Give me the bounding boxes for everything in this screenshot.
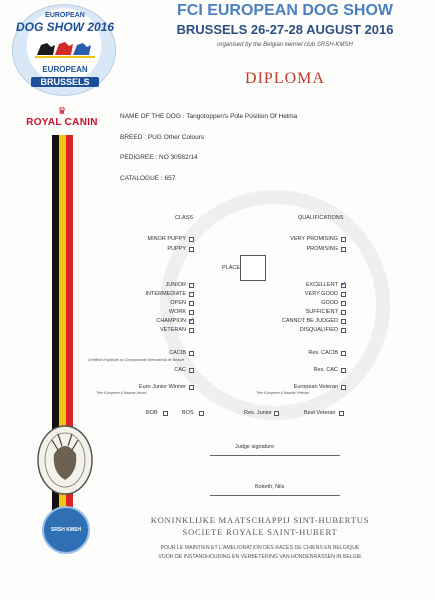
pedigree-field: PEDIGREE : NO 30582/14 (120, 154, 198, 161)
class-checkbox-junior[interactable] (189, 283, 194, 288)
class-checkbox-open[interactable] (189, 301, 194, 306)
qual-option-label: EXCELLENT (305, 282, 338, 288)
qual-checkbox-cannot-be-judged[interactable] (341, 319, 346, 324)
judge-signature-line (210, 455, 340, 456)
qual-option-label: SUFFICIENT (305, 309, 338, 315)
qualifications-heading: QUALIFICATIONS (298, 215, 344, 221)
class-checkbox-minor-puppy[interactable] (189, 237, 194, 242)
cacib-note: Certificat d'aptitude au Championnat International de Beauté (88, 358, 185, 362)
badge-text: SRSH KMSH (50, 527, 81, 533)
judge-name-line (210, 495, 340, 496)
bob-label: BOB (146, 410, 158, 416)
logo-city: BRUSSELS (31, 77, 99, 87)
class-option-label: PUPPY (167, 246, 186, 252)
footer-dutch-mission: VOOR DE INSTANDHOUDING EN VERBETERING VAN HONDENRASSEN IN BELGIE (158, 554, 362, 560)
cacib-label: CACIB (169, 350, 186, 356)
cacib-checkbox[interactable] (189, 351, 194, 356)
class-checkbox-puppy[interactable] (189, 247, 194, 252)
euro-junior-label: Euro Junior Winner (138, 384, 186, 390)
qual-checkbox-sufficient[interactable] (341, 310, 346, 315)
organizer-line: organised by the Belgian kennel club SRSH-KMSH (217, 42, 353, 48)
catalogue-field: CATALOGUE : 657 (120, 175, 176, 182)
logo-middle-text: DOG SHOW 2016 (15, 20, 115, 34)
res-junior-checkbox[interactable] (274, 411, 279, 416)
euro-veteran-label: European Veteran (293, 384, 338, 390)
cac-checkbox[interactable] (189, 368, 194, 373)
society-badge (42, 506, 90, 554)
place-label: PLACE (222, 265, 241, 271)
judge-name: Boketh, Nils (255, 484, 285, 490)
qual-option-label: VERY GOOD (304, 291, 338, 297)
cac-label: CAC (174, 367, 186, 373)
judge-signature-label: Judge signature (235, 444, 275, 450)
footer-dutch-society: KONINKLIJKE MAATSCHAPPIJ SINT-HUBERTUS (150, 515, 370, 525)
euro-veteran-checkbox[interactable] (341, 385, 346, 390)
class-option-label: INTERMEDIATE (145, 291, 186, 297)
sponsor-name: ROYAL CANIN (26, 117, 98, 128)
euro-junior-checkbox[interactable] (189, 385, 194, 390)
euro-junior-note: Titre Européen & Beauté Jeune (96, 391, 147, 395)
bob-checkbox[interactable] (163, 411, 168, 416)
dog-name-field: NAME OF THE DOG : Tangotoppen's Pole Position Of Helma (120, 113, 298, 120)
qual-checkbox-disqualified[interactable] (341, 328, 346, 333)
event-subtitle: BRUSSELS 26-27-28 AUGUST 2016 (176, 22, 394, 37)
diploma-heading: DIPLOMA (245, 70, 325, 87)
class-checkbox-champion[interactable] (189, 319, 194, 324)
logo-top-text: EUROPEAN (45, 12, 85, 19)
dogs-silhouette-icon (33, 35, 97, 61)
qual-option-label: PROMISING (306, 246, 338, 252)
class-heading: CLASS (175, 215, 194, 221)
euro-veteran-note: Titre Européen & Beauté Vétéran (256, 391, 310, 395)
sponsor-logo (12, 107, 112, 128)
event-logo (12, 4, 116, 96)
class-option-label: MINOR PUPPY (147, 236, 186, 242)
qual-checkbox-excellent[interactable] (341, 283, 346, 288)
best-veteran-checkbox[interactable] (339, 411, 344, 416)
class-checkbox-veteran[interactable] (189, 328, 194, 333)
place-box[interactable] (240, 255, 266, 281)
logo-strip-text: EUROPEAN (42, 65, 88, 74)
qual-checkbox-very-good[interactable] (341, 292, 346, 297)
society-seal-icon (34, 420, 96, 500)
qual-checkbox-very-promising[interactable] (341, 237, 346, 242)
class-checkbox-intermediate[interactable] (189, 292, 194, 297)
bos-checkbox[interactable] (199, 411, 204, 416)
qual-option-label: CANNOT BE JUDGED (281, 318, 338, 324)
qual-option-label: GOOD (321, 300, 338, 306)
class-option-label: CHAMPION (156, 318, 186, 324)
crown-icon: ♛ (57, 106, 67, 117)
footer-french-society: SOCIETE ROYALE SAINT-HUBERT (182, 527, 338, 537)
qual-checkbox-promising[interactable] (341, 247, 346, 252)
qual-checkbox-good[interactable] (341, 301, 346, 306)
res-junior-label: Res. Junior (244, 410, 272, 416)
res-cacib-checkbox[interactable] (341, 351, 346, 356)
best-veteran-label: Best Veteran (304, 410, 336, 416)
class-option-label: JUNIOR (165, 282, 186, 288)
res-cac-checkbox[interactable] (341, 368, 346, 373)
event-title: FCI EUROPEAN DOG SHOW (176, 2, 393, 19)
res-cac-label: Res. CAC (313, 367, 338, 373)
qual-option-label: DISQUALIFIED (299, 327, 338, 333)
bos-label: BOS (182, 410, 194, 416)
breed-field: BREED : PUG Other Colours (120, 134, 205, 141)
class-option-label: OPEN (170, 300, 186, 306)
class-option-label: VETERAN (160, 327, 186, 333)
class-option-label: WORK (168, 309, 186, 315)
res-cacib-label: Res. CACIB (308, 350, 338, 356)
class-checkbox-work[interactable] (189, 310, 194, 315)
footer-french-mission: POUR LE MAINTIEN ET L'AMELIORATION DES RACES DE CHIENS EN BELGIQUE (160, 545, 360, 551)
qual-option-label: VERY PROMISING (290, 236, 338, 242)
